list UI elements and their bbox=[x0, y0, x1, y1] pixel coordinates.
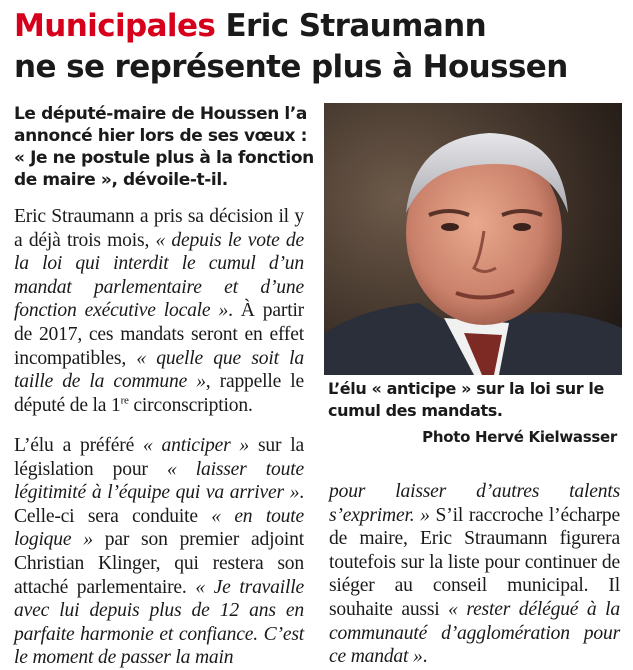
p1-quote-cumul: « depuis le vote de la loi qui interdit le cumul d’un mandat parlementaire et d’une fonction exécutive locale » bbox=[14, 229, 305, 322]
headline-kicker: Municipales bbox=[14, 8, 216, 44]
p1-text-e: , rappelle le député de la 1 bbox=[14, 371, 304, 416]
p2-quote-logique: « en toute logique » bbox=[14, 505, 305, 551]
p1-sup: re bbox=[120, 394, 129, 407]
p2-quote-anticiper: « anticiper » bbox=[143, 435, 250, 456]
paragraph-1 bbox=[14, 205, 304, 417]
p3-quote-delegue: « rester délégué à la communauté d’agglomération pour ce mandat » bbox=[329, 598, 620, 668]
portrait-photo bbox=[324, 103, 622, 375]
p3-text-b: S’il raccroche l’écharpe de maire, Eric Straumann figurera toutefois sur la liste pour continuer de siéger au conseil municipal. Il souhaite aussi bbox=[329, 504, 620, 620]
p1-quote-taille: « quelle que soit la taille de la commune » bbox=[14, 347, 305, 393]
p3-text-d: . bbox=[422, 646, 428, 668]
paragraph-3 bbox=[329, 480, 620, 669]
photo-credit: Photo Hervé Kielwasser bbox=[422, 428, 617, 446]
p2-text-a: L’élu a préféré bbox=[14, 435, 144, 456]
article-lead: Le député-maire de Houssen l’a annoncé hier lors de ses vœux : « Je ne postule plus à la fonction de maire », dévoile-t-il. bbox=[14, 104, 314, 190]
headline-line2: ne se représente plus à Houssen bbox=[14, 49, 568, 85]
paragraph-2 bbox=[14, 434, 304, 670]
p2-text-g: par son premier adjoint Christian Klinger, qui restera son attaché parlementaire. bbox=[14, 529, 304, 598]
portrait-illustration bbox=[324, 103, 622, 375]
headline-name: Eric Straumann bbox=[225, 8, 487, 44]
p2-text-e: . Celle-ci sera conduite bbox=[14, 482, 304, 527]
photo-caption: L’élu « anticipe » sur la loi sur le cumul des mandats. bbox=[328, 379, 604, 420]
p1-text-f: circonscription. bbox=[128, 394, 253, 416]
p3-quote-talents: pour laisser d’autres talents s’exprimer. » bbox=[329, 481, 620, 526]
p1-text-a: Eric Straumann a pris sa décision il y a déjà trois mois, bbox=[14, 206, 304, 251]
p2-text-c: sur la législation pour bbox=[14, 435, 304, 480]
p2-quote-travaille: « Je travaille avec lui depuis plus de 12 ans en parfaite harmonie et confiance. C’est le moment de passer la main bbox=[14, 576, 304, 669]
p2-quote-legitimite: « laisser toute légitimité à l’équipe qui va arriver » bbox=[14, 458, 304, 504]
p1-text-c: . À partir de 2017, ces mandats seront en effet incompatibles, bbox=[14, 300, 305, 369]
headline bbox=[14, 6, 624, 88]
